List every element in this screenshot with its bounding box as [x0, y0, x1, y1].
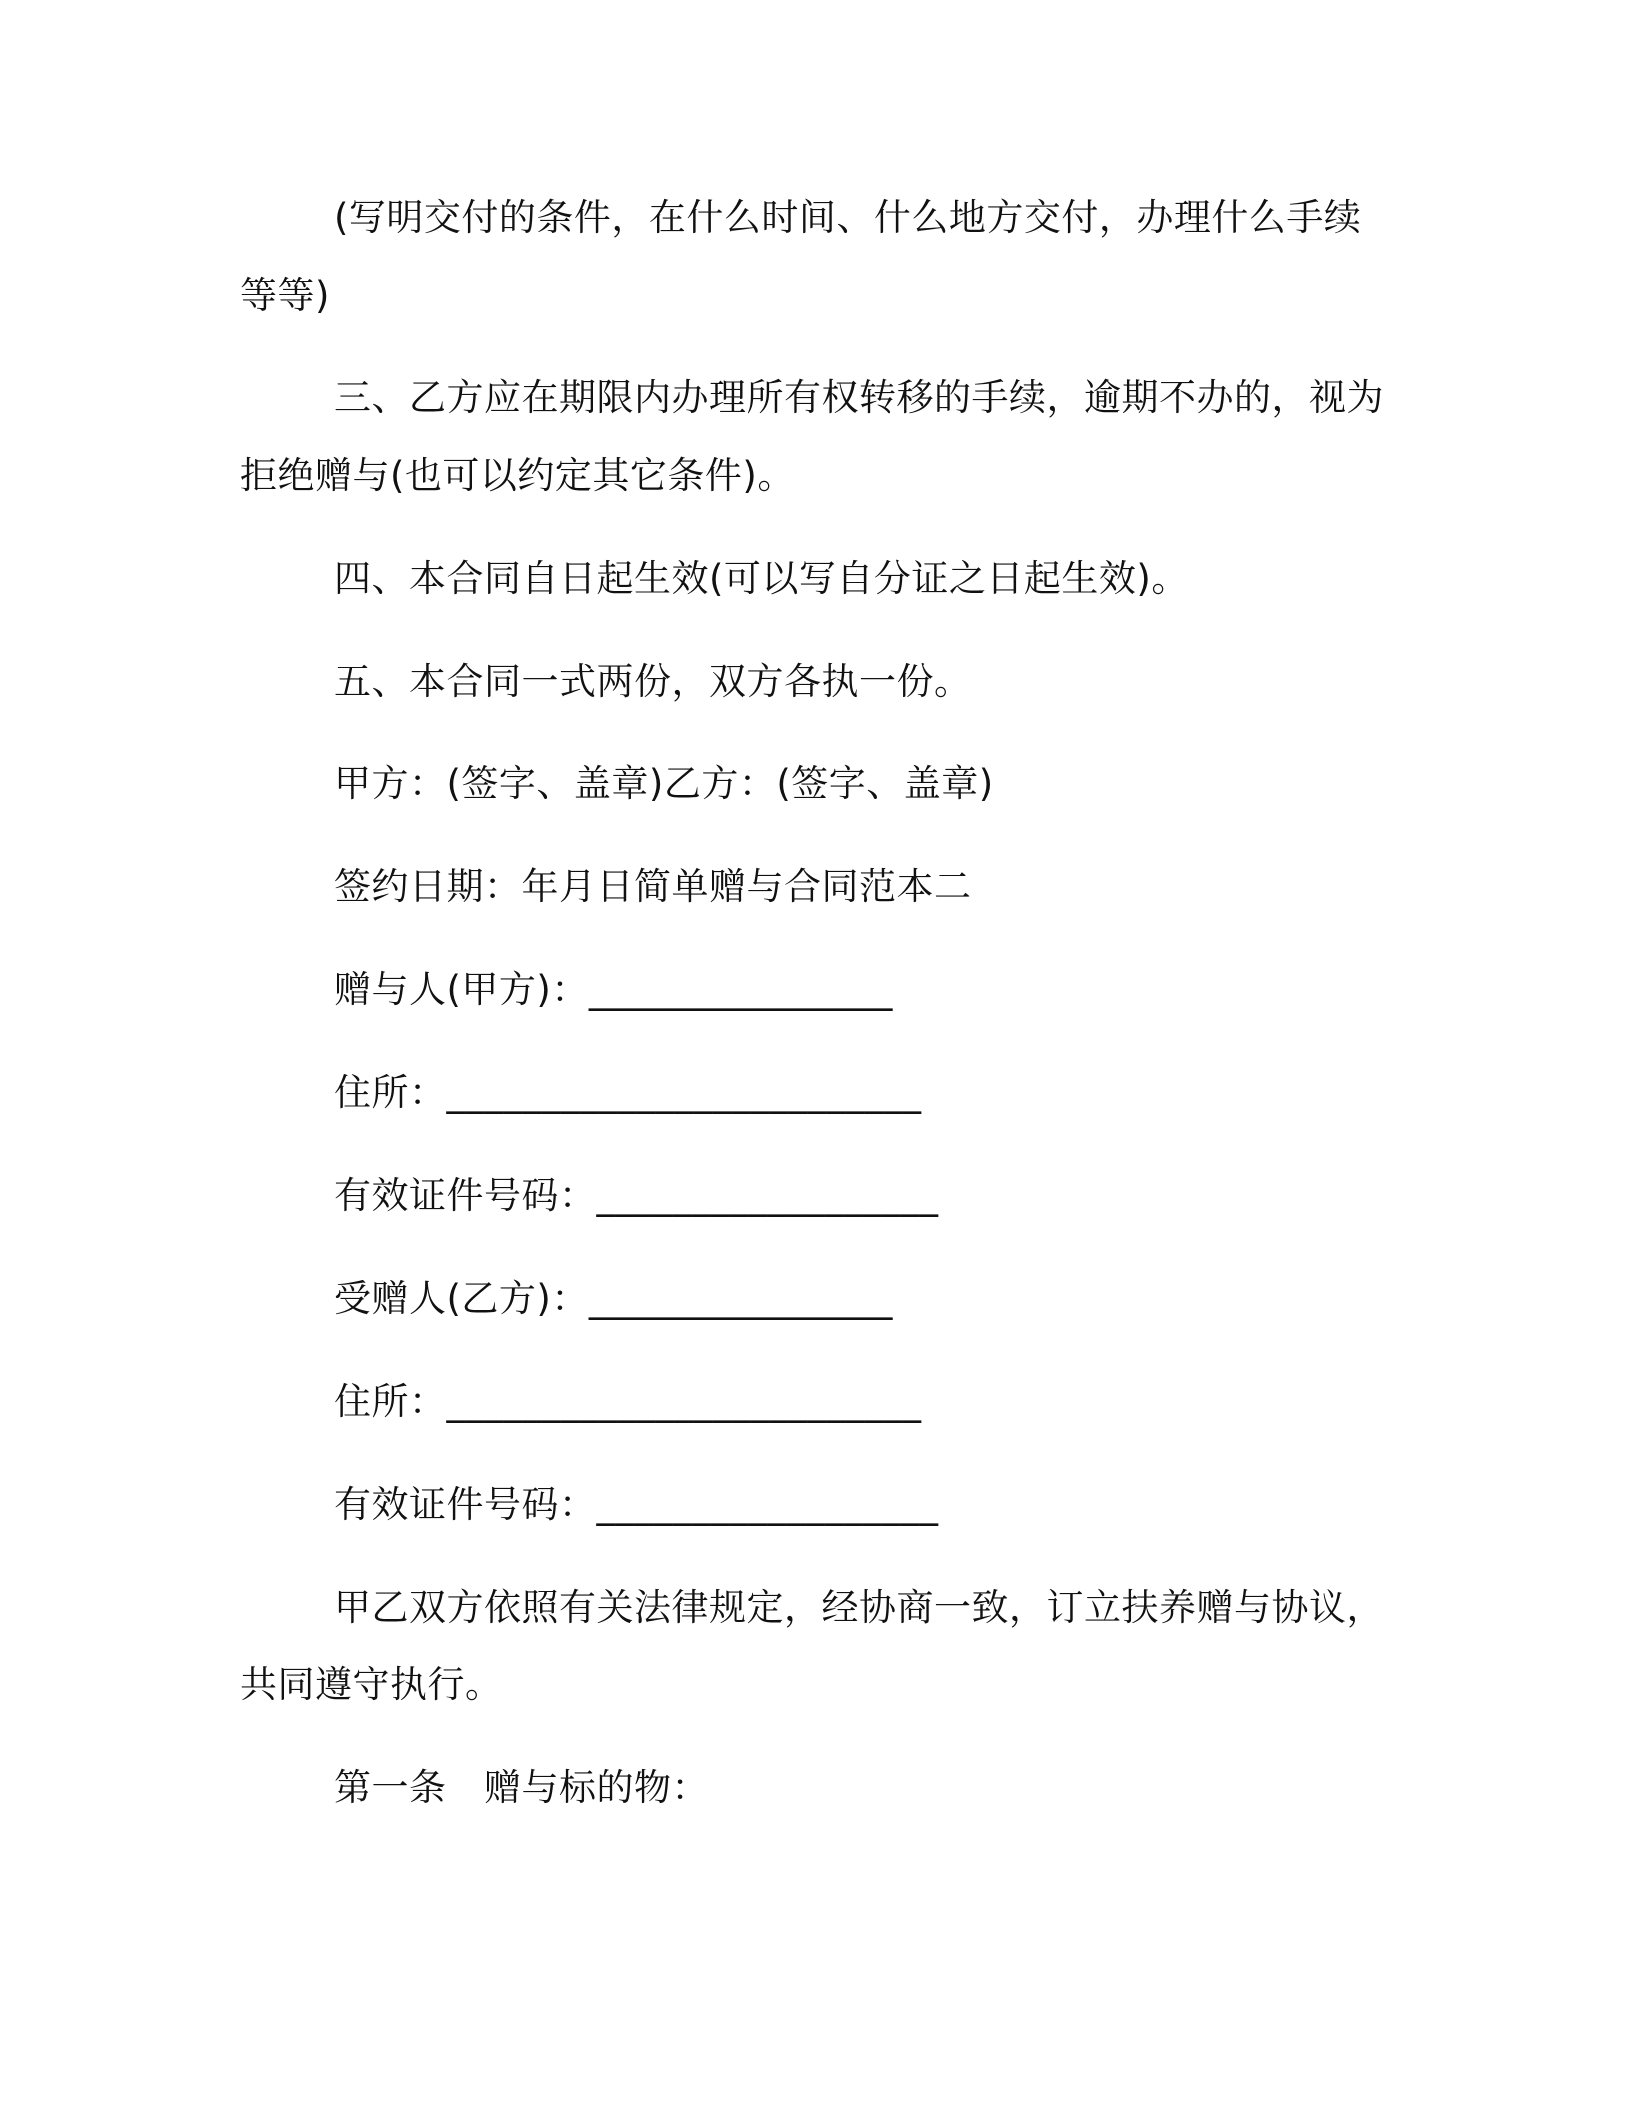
donor-address-field: 住所：_________________________ — [334, 1071, 922, 1114]
agreement-preamble-cont: 共同遵守执行。 — [240, 1663, 503, 1706]
clause-five: 五、本合同一式两份，双方各执一份。 — [334, 660, 972, 703]
clause-four: 四、本合同自日起生效(可以写自分证之日起生效)。 — [334, 557, 1189, 600]
delivery-conditions-note: (写明交付的条件，在什么时间、什么地方交付，办理什么手续 — [334, 196, 1362, 239]
delivery-conditions-note-cont: 等等) — [240, 274, 330, 317]
article-one-heading: 第一条 赠与标的物： — [334, 1766, 709, 1809]
donee-address-field: 住所：_________________________ — [334, 1380, 922, 1423]
donee-id-field: 有效证件号码：__________________ — [334, 1483, 939, 1526]
clause-three-cont: 拒绝赠与(也可以约定其它条件)。 — [240, 454, 795, 497]
clause-three: 三、乙方应在期限内办理所有权转移的手续，逾期不办的，视为 — [334, 376, 1384, 419]
donor-field: 赠与人(甲方)：________________ — [334, 968, 893, 1011]
signature-line: 甲方：(签字、盖章)乙方：(签字、盖章) — [334, 762, 994, 805]
donor-id-field: 有效证件号码：__________________ — [334, 1174, 939, 1217]
donee-field: 受赠人(乙方)：________________ — [334, 1277, 893, 1320]
agreement-preamble: 甲乙双方依照有关法律规定，经协商一致，订立扶养赠与协议， — [334, 1586, 1384, 1629]
signing-date-line: 签约日期：年月日简单赠与合同范本二 — [334, 865, 972, 908]
